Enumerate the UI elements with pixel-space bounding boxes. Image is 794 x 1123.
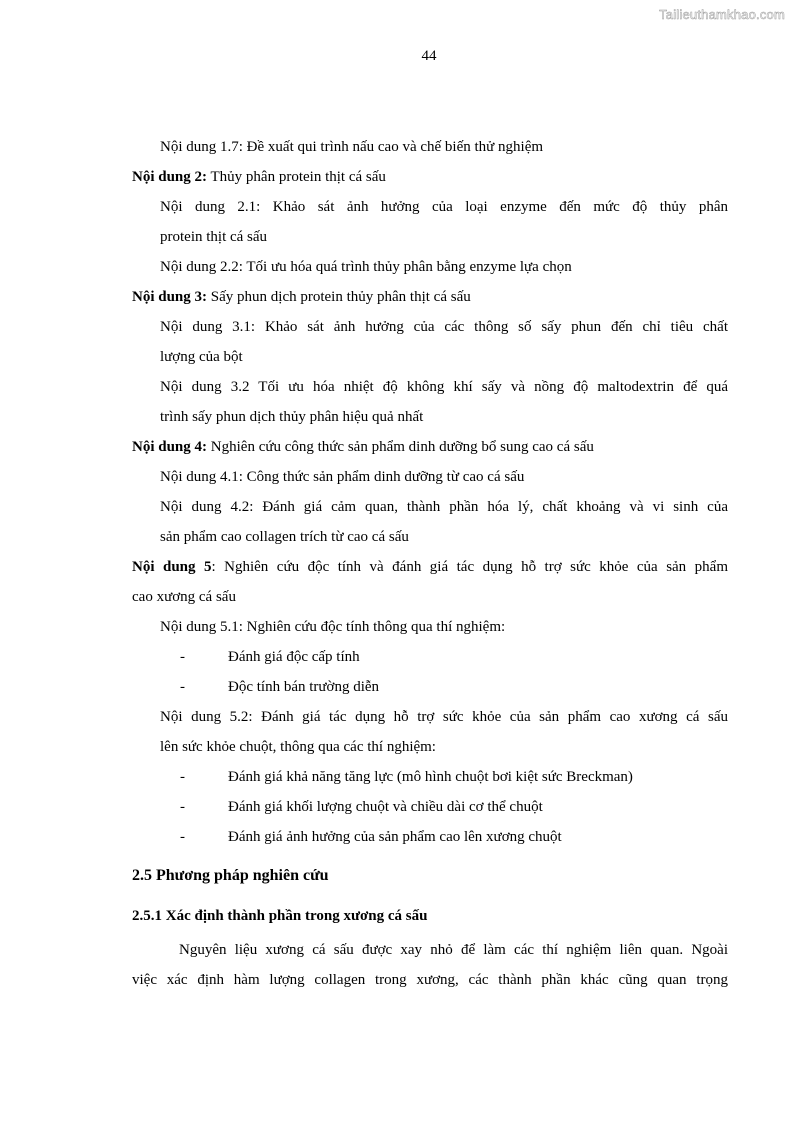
content-text: Sấy phun dịch protein thủy phân thịt cá sấu <box>207 289 471 305</box>
document-body <box>132 132 728 995</box>
content-item-2-2: Nội dung 2.2: Tối ưu hóa quá trình thủy phân bằng enzyme lựa chọn <box>160 259 572 275</box>
content-item-4-2-cont: sản phẩm cao collagen trích từ cao cá sấu <box>160 529 409 545</box>
bullet-text: Đánh giá khối lượng chuột và chiều dài cơ thể chuột <box>228 799 543 815</box>
bullet-dash: - <box>180 799 185 815</box>
paragraph-line: Nguyên liệu xương cá sấu được xay nhỏ để làm các thí nghiệm liên quan. Ngoài <box>179 942 728 958</box>
watermark: Tailieuthamkhao.com <box>659 7 785 22</box>
bullet-dash: - <box>180 829 185 845</box>
section-heading-2-5: 2.5 Phương pháp nghiên cứu <box>132 867 329 884</box>
content-item-2-1-cont: protein thịt cá sấu <box>160 229 268 245</box>
content-item-2-1: Nội dung 2.1: Khảo sát ảnh hưởng của loại enzyme đến mức độ thủy phân <box>160 199 728 215</box>
content-label: Nội dung 3: <box>132 289 208 305</box>
bullet-text: Đánh giá độc cấp tính <box>228 649 360 665</box>
page-number: 44 <box>421 48 437 64</box>
content-heading-4 <box>132 432 728 462</box>
content-heading-5 <box>132 552 728 582</box>
content-item-3-2: Nội dung 3.2 Tối ưu hóa nhiệt độ không khí sấy và nồng độ maltodextrin để quá <box>160 379 728 395</box>
content-label: Nội dung 5 <box>132 559 212 575</box>
paragraph-line: việc xác định hàm lượng collagen trong xương, các thành phần khác cũng quan trọng <box>132 972 728 988</box>
section-heading-2-5-1: 2.5.1 Xác định thành phần trong xương cá sấu <box>132 908 428 924</box>
bullet-text: Độc tính bán trường diễn <box>228 679 380 695</box>
content-text: : Nghiên cứu độc tính và đánh giá tác dụng hỗ trợ sức khỏe của sản phẩm <box>211 559 728 575</box>
content-label: Nội dung 4: <box>132 439 208 455</box>
content-heading-5-cont: cao xương cá sấu <box>132 589 236 605</box>
bullet-dash: - <box>180 679 185 695</box>
bullet-dash: - <box>180 649 185 665</box>
content-item-5-2: Nội dung 5.2: Đánh giá tác dụng hỗ trợ sức khỏe của sản phẩm cao xương cá sấu <box>160 709 728 725</box>
bullet-item <box>132 822 728 852</box>
content-text: Thủy phân protein thịt cá sấu <box>207 169 386 185</box>
content-item-4-2: Nội dung 4.2: Đánh giá cảm quan, thành phần hóa lý, chất khoảng và vi sinh của <box>160 499 728 515</box>
content-heading-2 <box>132 162 728 192</box>
content-label: Nội dung 2: <box>132 169 208 185</box>
bullet-text: Đánh giá khả năng tăng lực (mô hình chuột bơi kiệt sức Breckman) <box>228 769 633 785</box>
content-item-3-1-cont: lượng của bột <box>160 349 243 365</box>
bullet-dash: - <box>180 769 185 785</box>
bullet-item <box>132 672 728 702</box>
bullet-item <box>132 642 728 672</box>
content-item-4-1: Nội dung 4.1: Công thức sản phẩm dinh dưỡng từ cao cá sấu <box>160 469 525 485</box>
content-text: Nghiên cứu công thức sản phẩm dinh dưỡng bổ sung cao cá sấu <box>207 439 594 455</box>
bullet-item <box>132 792 728 822</box>
content-item-3-1: Nội dung 3.1: Khảo sát ảnh hưởng của các thông số sấy phun đến chỉ tiêu chất <box>160 319 728 335</box>
content-item-5-1: Nội dung 5.1: Nghiên cứu độc tính thông qua thí nghiệm: <box>160 619 506 635</box>
content-item-1-7: Nội dung 1.7: Đề xuất qui trình nấu cao và chế biến thử nghiệm <box>160 139 544 155</box>
content-item-3-2-cont: trình sấy phun dịch thủy phân hiệu quả nhất <box>160 409 424 425</box>
bullet-item <box>132 762 728 792</box>
content-heading-3 <box>132 282 728 312</box>
bullet-text: Đánh giá ảnh hưởng của sản phẩm cao lên xương chuột <box>228 829 562 845</box>
content-item-5-2-cont: lên sức khỏe chuột, thông qua các thí nghiệm: <box>160 739 436 755</box>
